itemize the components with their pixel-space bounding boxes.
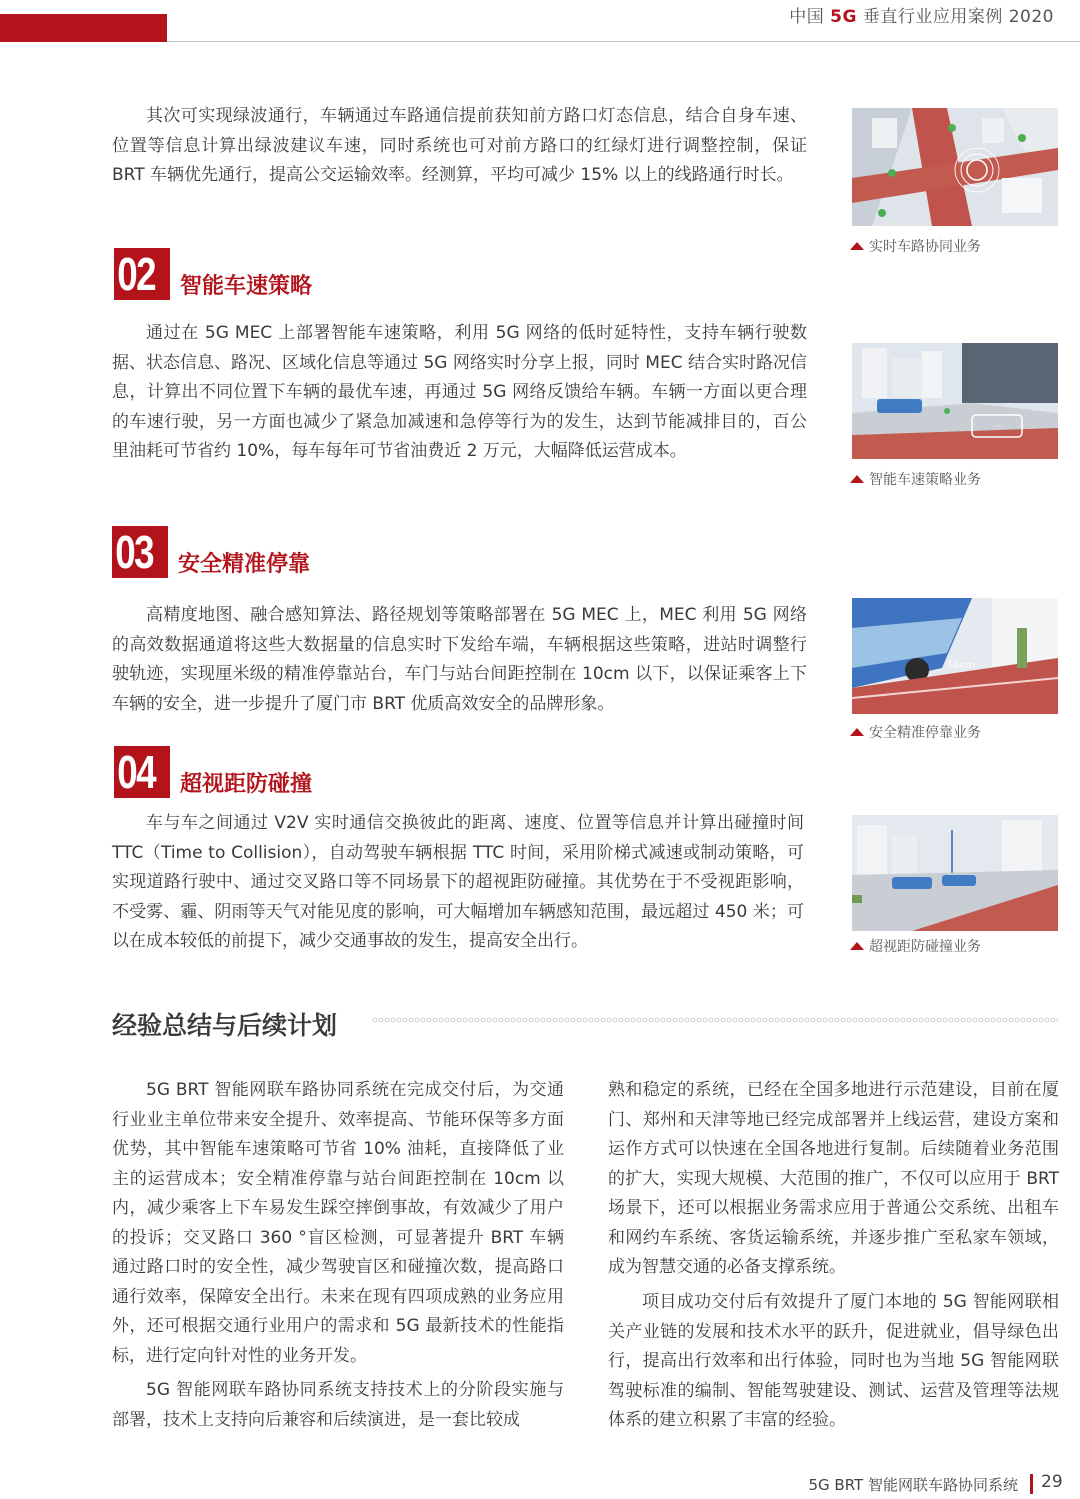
header-suffix: 垂直行业应用案例 2020 — [862, 7, 1054, 27]
caret-icon — [850, 475, 864, 483]
header-red-bar — [0, 14, 167, 42]
section-03-heading — [112, 526, 310, 578]
hud-label: ··· — [992, 422, 1002, 432]
distance-label: 10cm — [947, 660, 975, 671]
figure-caption: 超视距防碰撞业务 — [850, 936, 981, 956]
figure-caption: 安全精准停靠业务 — [850, 722, 981, 742]
summary-heading: 经验总结与后续计划 — [112, 1011, 338, 1040]
caret-icon — [850, 242, 864, 250]
section-04-heading — [114, 746, 312, 798]
figure-caption: 实时车路协同业务 — [850, 236, 981, 256]
section-title: 智能车速策略 — [180, 274, 313, 299]
section-number: 02 — [114, 248, 170, 300]
header-highlight: 5G — [830, 7, 857, 27]
intro-paragraph: 其次可实现绿波通行，车辆通过车路通信提前获知前方路口灯态信息，结合自身车速、位置等信息计算出绿波建议车速，同时系统也可对前方路口的红绿灯进行调整控制，保证 BRT 车辆优先通行，提高公交运输效率。经测算，平均可减少 15% 以上的线路通行时长。 — [112, 106, 807, 185]
header-prefix: 中国 — [789, 7, 825, 27]
decorative-dotted-line — [372, 1017, 1058, 1025]
section-number: 04 — [114, 746, 170, 798]
section-02-paragraph: 通过在 5G MEC 上部署智能车速策略，利用 5G 网络的低时延特性，支持车辆行驶数据、状态信息、路况、区域化信息等通过 5G 网络实时分享上报，同时 MEC 结合实时路况信息，计算出不同位置下车辆的最优车速，再通过 5G 网络反馈给车辆。车辆一方面以更合理的车速行驶，另一方面也减少了紧急加减速和急停等行为的发生，达到节能减排目的，百公里油耗可节省约 10%，每车每年可节省油费近 2 万元，大幅降低运营成本。 — [112, 323, 807, 461]
figure-speed-strategy-image — [852, 343, 1058, 459]
section-title: 超视距防碰撞 — [180, 772, 313, 797]
page-number: 29 — [1041, 1472, 1063, 1492]
summary-right-paragraph-2: 项目成功交付后有效提升了厦门本地的 5G 智能网联相关产业链的发展和技术水平的跃升，促进就业，倡导绿色出行，提高出行效率和出行体验，同时也为当地 5G 智能网联驾驶标准的编制、智能驾驶建设、测试、运营及管理等法规体系的建立积累了丰富的经验。 — [608, 1292, 1059, 1430]
section-03-paragraph: 高精度地图、融合感知算法、路径规划等策略部署在 5G MEC 上，MEC 利用 5G 网络的高效数据通道将这些大数据量的信息实时下发给车端，车辆根据这些策略，进站时调整行驶轨迹，实现厘米级的精准停靠站台，车门与站台间距控制在 10cm 以下，以保证乘客上下车辆的安全，进一步提升了厦门市 BRT 优质高效安全的品牌形象。 — [112, 605, 807, 714]
summary-left-paragraph-2: 5G 智能网联车路协同系统支持技术上的分阶段实施与部署，技术上支持向后兼容和后续演进，是一套比较成 — [112, 1380, 564, 1430]
summary-right-paragraph-1: 熟和稳定的系统，已经在全国多地进行示范建设，目前在厦门、郑州和天津等地已经完成部署并上线运营，建设方案和运作方式可以快速在全国各地进行复制。后续随着业务范围的扩大，实现大规模、大范围的推广，不仅可以应用于 BRT 场景下，还可以根据业务需求应用于普通公交系统、出租车和网约车系统、客货运输系统，并逐步推广至私家车领域，成为智慧交通的必备支撑系统。 — [608, 1080, 1059, 1277]
footer-separator — [1030, 1474, 1033, 1494]
running-header — [789, 2, 1054, 27]
footer-title: 5G BRT 智能网联车路协同系统 — [808, 1476, 1018, 1494]
figure-anti-collision-image — [852, 815, 1058, 931]
header-divider — [167, 41, 1080, 42]
section-title: 安全精准停靠 — [178, 552, 311, 577]
caret-icon — [850, 942, 864, 950]
figure-realtime-v2x-image — [852, 108, 1058, 226]
summary-left-paragraph-1: 5G BRT 智能网联车路协同系统在完成交付后，为交通行业业主单位带来安全提升、效率提高、节能环保等多方面优势，其中智能车速策略可节省 10% 油耗，直接降低了业主的运营成本；安全精准停靠与站台间距控制在 10cm 以内，减少乘客上下车易发生踩空摔倒事故，有效减少了用户的投诉；交叉路口 360 °盲区检测，可显著提升 BRT 车辆通过路口时的安全性，减少驾驶盲区和碰撞次数，提高路口通行效率，保障安全出行。未来在现有四项成熟的业务应用外，还可根据交通行业用户的需求和 5G 最新技术的性能指标，进行定向针对性的业务开发。 — [112, 1080, 564, 1366]
figure-precise-docking-image — [852, 598, 1058, 714]
figure-caption: 智能车速策略业务 — [850, 469, 981, 489]
section-number: 03 — [112, 526, 168, 578]
caret-icon — [850, 728, 864, 736]
section-02-heading — [114, 248, 312, 300]
section-04-paragraph: 车与车之间通过 V2V 实时通信交换彼此的距离、速度、位置等信息并计算出碰撞时间 TTC（Time to Collision），自动驾驶车辆根据 TTC 时间，采用阶梯式减速或制动策略，可实现道路行驶中、通过交叉路口等不同场景下的超视距防碰撞。其优势在于不受视距影响，不受雾、霾、阴雨等天气对能见度的影响，可大幅增加车辆感知范围，最远超过 450 米；可以在成本较低的前提下，减少交通事故的发生，提高安全出行。 — [112, 813, 804, 951]
